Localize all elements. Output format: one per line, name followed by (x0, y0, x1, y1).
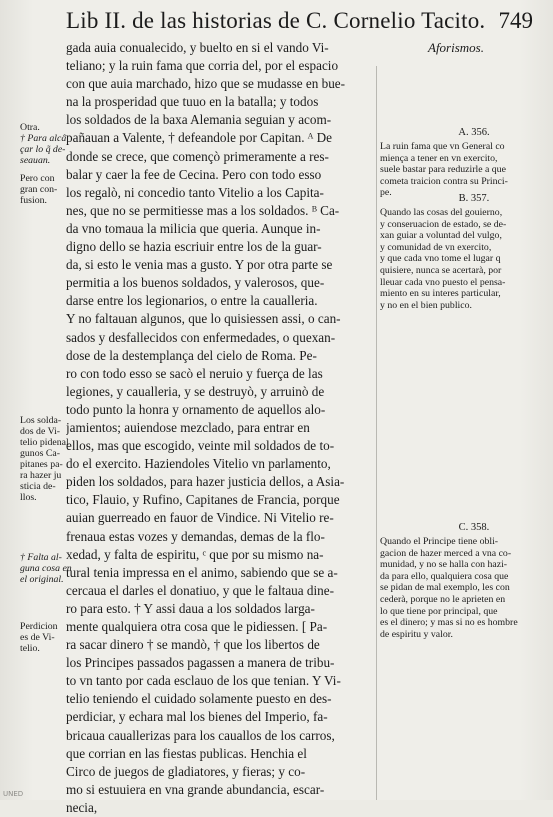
aphorism-line: pe. (380, 187, 392, 199)
margin-note-confusion (20, 173, 64, 206)
text-line: Y no faltauan algunos, que lo quisiessen assi, o can- (66, 311, 341, 327)
text-line: los Principes passados pagassen a manera de tribu- (66, 655, 335, 671)
aphorism-line: miento en su interes particular, (380, 288, 501, 300)
text-line: perdiciar, y echara mal los bienes del Imperio, fa- (66, 709, 328, 725)
text-line: los soldados de la baxa Alemania seguian y acom- (66, 112, 332, 128)
margin-note-line: ra hazer ju (20, 470, 62, 481)
text-line: Circo de juegos de gladiatores, y fieras; y co- (66, 763, 306, 779)
aphorism-line: es el dinero; y mas si no es hombre (380, 617, 518, 629)
text-line: na la prosperidad que tuuo en la batalla; y todos (66, 94, 319, 110)
aphorism-c358 (380, 522, 538, 640)
text-line: darse entre los legionarios, o entre la caualleria. (66, 293, 318, 309)
margin-note-missing-text (20, 552, 72, 585)
aphorism-line: suele bastar para reduzirle a que (380, 164, 506, 176)
text-line: mo si estuuiera en vna grande abundancia, escar- (66, 781, 325, 797)
aphorism-line: quisiere, nunca se acertarà, por (380, 264, 502, 276)
text-line: to vn tanto por cada esclauo de los que tenian. Y Vi- (66, 673, 341, 689)
text-line: nes, que no se permitiesse mas a los soldados. ᴮ Ca- (66, 202, 340, 218)
margin-note-line: el original. (20, 574, 64, 585)
text-line: legiones, y caualleria, y se destruyò, y arruinò de (66, 383, 325, 399)
aphorism-line: miença a tener en vn exercito, (380, 152, 498, 164)
margin-note-line: Perdicion (20, 621, 58, 632)
text-line: da, si esto le venia mas a gusto. Y por otra parte se (66, 257, 333, 273)
margin-note-line: Pero con (20, 173, 55, 184)
text-line: auian guerreado en fauor de Vindice. Ni Vitelio re- (66, 510, 334, 526)
text-line: tural tenia impressa en el animo, sabiendo que se a- (66, 564, 338, 580)
text-line: permitia a los buenos soldados, y valerosos, que- (66, 275, 325, 291)
text-line: que corrian en las fiestas publicas. Henchia el (66, 745, 307, 761)
aphorism-line: La ruin fama que vn General co (380, 141, 505, 152)
aphorism-line: cometa traicion contra su Princi- (380, 175, 508, 187)
text-line: los regalò, ni concedio tanto Vitelio a los Capita- (66, 184, 324, 200)
aphorism-line: xan guiar a voluntad del vulgo, (380, 230, 502, 242)
text-line: da vno tomaua la milicia que queria. Aunque in- (66, 220, 321, 236)
margin-note-soldiers (20, 415, 69, 503)
aphorism-line: munidad, y no se halla con hazi- (380, 559, 508, 571)
text-line: ra sacar dinero † se mandò, † que los libertos de (66, 637, 320, 653)
aphorism-a356 (380, 127, 538, 199)
aphorism-line: y que cada vno tome el lugar q (380, 253, 501, 265)
aphorism-line: da para ello, qualquiera cosa que (380, 570, 509, 582)
text-line: bricaua cauallerizas para los cauallos de los carros, (66, 727, 335, 743)
text-line: teliano; y la ruin fama que corria del, por el espacio (66, 58, 339, 74)
text-line: xedad, y falta de espiritu, ᶜ que por su mismo na- (66, 546, 324, 562)
text-line: tico, Flauio, y Rufino, Capitanes de Francia, porque (66, 492, 340, 508)
margin-note-line: telio pidenal (20, 437, 69, 448)
margin-note-line: çar lo q̃ de- (20, 144, 66, 155)
margin-note-line: sticia de- (20, 481, 56, 492)
margin-note-line: fusion. (20, 195, 47, 206)
margin-note-line: Otra. (20, 122, 40, 133)
aphorism-line: lleuar cada vno puesto el pensa- (380, 276, 506, 288)
aphorism-line: lo que tiene por principal, que (380, 605, 498, 617)
library-mark: UNED (3, 790, 24, 798)
aphorism-line: se pidan de mal exemplo, les con (380, 582, 510, 594)
text-line: necia, (66, 799, 98, 815)
text-line: piden los soldados, para hazer justicia dellos, a Asia- (66, 474, 345, 490)
text-line: cercaua el darles el donatiuo, y que le faltaua dine- (66, 582, 335, 598)
text-line: ro para esto. † Y assi daua a los soldados larga- (66, 600, 315, 616)
margin-note-line: guna cosa en (20, 563, 72, 574)
text-line: ro con todo esso se sacò el neruio y fuerça de las (66, 365, 323, 381)
margin-note-line: gunos Ca- (20, 448, 61, 459)
aphorism-line: y comunidad de vn exercito, (380, 241, 492, 253)
text-line: donde se crece, que començò primeramente a res- (66, 148, 329, 164)
margin-note-line: es de Vi- (20, 632, 55, 643)
aphorism-line: gacion de hazer merced a vna co- (380, 547, 512, 559)
aphorism-line: y conseruacion de estado, se de- (380, 218, 507, 230)
text-line: mente qualquiera otra cosa que le pidiessen. [ Pa- (66, 619, 328, 634)
text-line: digno dello se hazia escriuir entre los de la guar- (66, 239, 322, 255)
main-text-column (66, 39, 378, 817)
aphorism-line: y no en el bien publico. (380, 299, 472, 311)
text-line: ellos, mas que escogido, veinte mil soldados de to- (66, 438, 335, 454)
aphorism-number: C. 358. (458, 522, 490, 533)
running-title: Lib II. de las historias de C. Cornelio Tacito. (66, 8, 486, 33)
page-number: 749 (498, 8, 533, 33)
text-line: sados y desfallecidos con enfermedades, o quexan- (66, 329, 336, 345)
margin-note-line: seauan. (20, 155, 51, 166)
margin-note-line: llos. (20, 492, 37, 503)
margin-note-perdicion (20, 621, 64, 654)
text-line: gada auia conualecido, y buelto en si el vando Vi- (66, 40, 329, 55)
text-line: frenaua estas vozes y demandas, demas de la flo- (66, 528, 325, 544)
margin-note-line: telio. (20, 643, 40, 654)
text-line: dose de la destemplança del cielo de Roma. Pe- (66, 347, 317, 363)
aphorism-number: A. 356. (458, 127, 490, 138)
text-line: balar y caer la fee de Cecina. Pero con todo esso (66, 166, 322, 182)
aphorism-line: Quando las cosas del gouierno, (380, 207, 503, 218)
margin-note-line: dos de Vi- (20, 426, 61, 437)
text-line: jamientos; auiendose mezclado, para entrar en (66, 419, 310, 435)
text-line: do el exercito. Haziendoles Vitelio vn parlamento, (66, 456, 331, 472)
aphorisms-heading: Aforismos. (428, 40, 484, 55)
margin-note-line: pitanes pa- (20, 459, 63, 470)
text-line: todo punto la honra y ornamento de aquellos alo- (66, 401, 326, 417)
aphorism-b357 (380, 193, 538, 311)
text-line: pañauan a Valente, † defeandole por Capitan. ᴬ De (66, 130, 333, 146)
aphorism-line: Quando el Principe tiene obli- (380, 536, 499, 547)
text-line: telio teniendo el cuidado solamente puesto en des- (66, 691, 332, 707)
margin-note-line: † Falta al- (20, 552, 62, 563)
aphorism-number: B. 357. (458, 193, 490, 204)
margin-note-line: gran con- (20, 184, 58, 195)
aphorism-line: cederà, porque no le aprieten en (380, 593, 506, 605)
running-header (0, 4, 553, 44)
margin-note-line: Los solda- (20, 415, 62, 426)
text-line: con que auia marchado, hizo que se mudasse en bue- (66, 76, 346, 92)
margin-note-otra (20, 122, 67, 166)
aphorism-line: de espiritu y valor. (380, 628, 453, 640)
margin-note-line: † Para alcâ (20, 133, 67, 144)
